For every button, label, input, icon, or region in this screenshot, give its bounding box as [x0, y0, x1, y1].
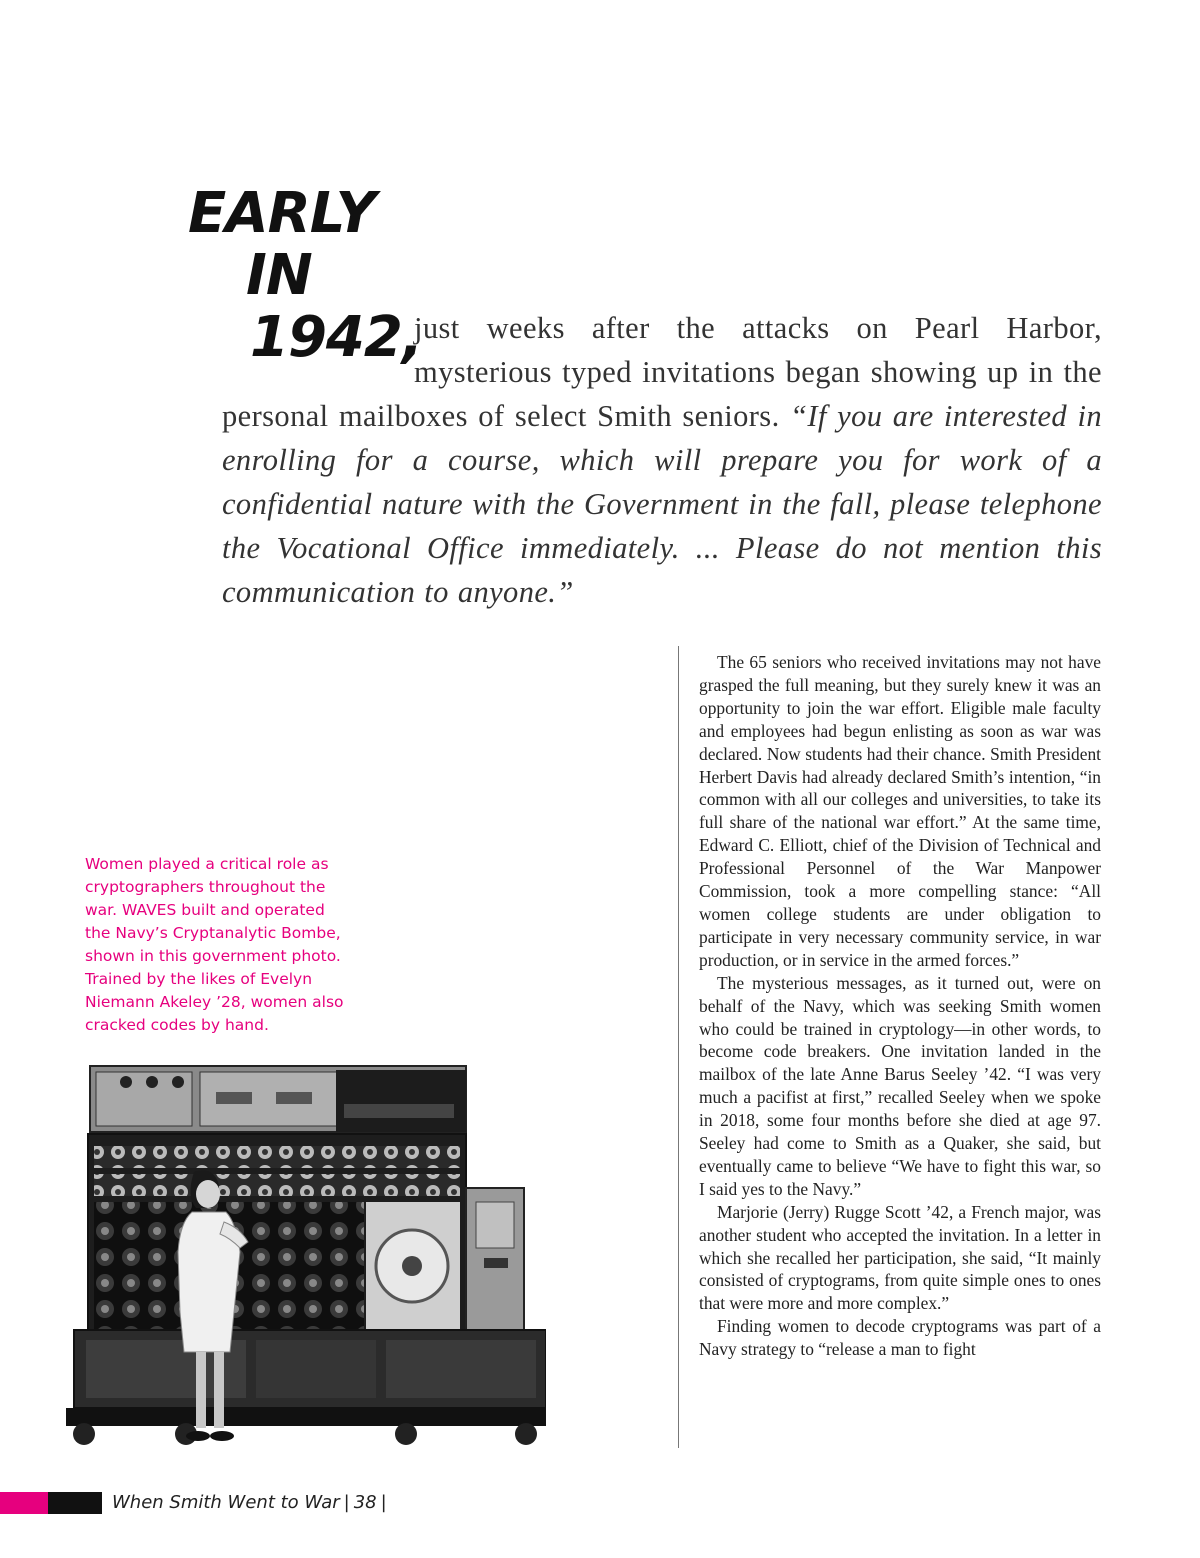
cryptanalytic-bombe-photo	[66, 1062, 546, 1452]
body-paragraph: Marjorie (Jerry) Rugge Scott ’42, a French major, was another student who accepted the invitation. In a letter in which she recalled her participation, she said, “It mainly consisted of cryptograms, from quite simple ones to ones that were more and more complex.”	[699, 1201, 1101, 1314]
body-column	[699, 651, 1101, 1361]
intro-paragraph	[222, 306, 1102, 614]
body-paragraph: The mysterious messages, as it turned out, were on behalf of the Navy, which was seeking Smith women who could be trained in cryptology—in other words, to become code breakers. One invitation landed in the mailbox of the late Anne Barus Seeley ’42. “I was very much a pacifist at first,” recalled Seeley when we spoke in 2018, some four months before she died at age 97. Seeley had come to Smith as a Quaker, she said, but eventually came to believe “We have to fight this war, so I said yes to the Navy.”	[699, 972, 1101, 1199]
footer-title: When Smith Went to War	[112, 1492, 340, 1513]
body-paragraph: Finding women to decode cryptograms was part of a Navy strategy to “release a man to fight	[699, 1316, 1101, 1360]
footer-accent-bar	[0, 1492, 48, 1514]
body-paragraph: The 65 seniors who received invitations may not have grasped the full meaning, but they surely knew it was an opportunity to join the war effort. Eligible male faculty and employees had begun enlisting as soon as war was declared. Now students had their chance. Smith President Herbert Davis had already declared Smith’s intention, “in common with all our colleges and universities, to take its full share of the national war effort.” At the same time, Edward C. Elliott, chief of the Division of Technical and Professional Personnel of the War Manpower Commission, took a more compelling stance: “All women college students are under obligation to participate in very necessary community service, in war production, or in service in the armed forces.”	[699, 652, 1101, 970]
intro-quote: “If you are interested in enrolling for a course, which will prepare you for work of a confidential nature with the Government in the fall, please telephone the Vocational Office immediately. ... Please do not mention this communication to anyone.”	[222, 399, 1102, 609]
footer-separator: |	[380, 1492, 387, 1513]
headline-line-3: 1942,	[250, 305, 423, 370]
headline-spacer	[222, 306, 414, 392]
footer-separator: |	[343, 1492, 350, 1513]
headline-line-2: IN	[246, 243, 312, 308]
intro-lead: just weeks after the attacks on Pearl Harbor, mysterious typed invitations began showing up in the personal mailboxes of select Smith seniors.	[222, 311, 1102, 433]
photo-caption: Women played a critical role as cryptographers throughout the war. WAVES built and operated the Navy’s Cryptanalytic Bombe, shown in this government photo. Trained by the likes of Evelyn Niemann Akeley ’28, women also cracked codes by hand.	[85, 855, 344, 1034]
page-number: 38	[353, 1492, 377, 1513]
footer-dark-bar	[48, 1492, 102, 1514]
footer	[112, 1491, 391, 1515]
headline-line-1: EARLY	[188, 181, 376, 246]
column-rule	[678, 646, 679, 1448]
